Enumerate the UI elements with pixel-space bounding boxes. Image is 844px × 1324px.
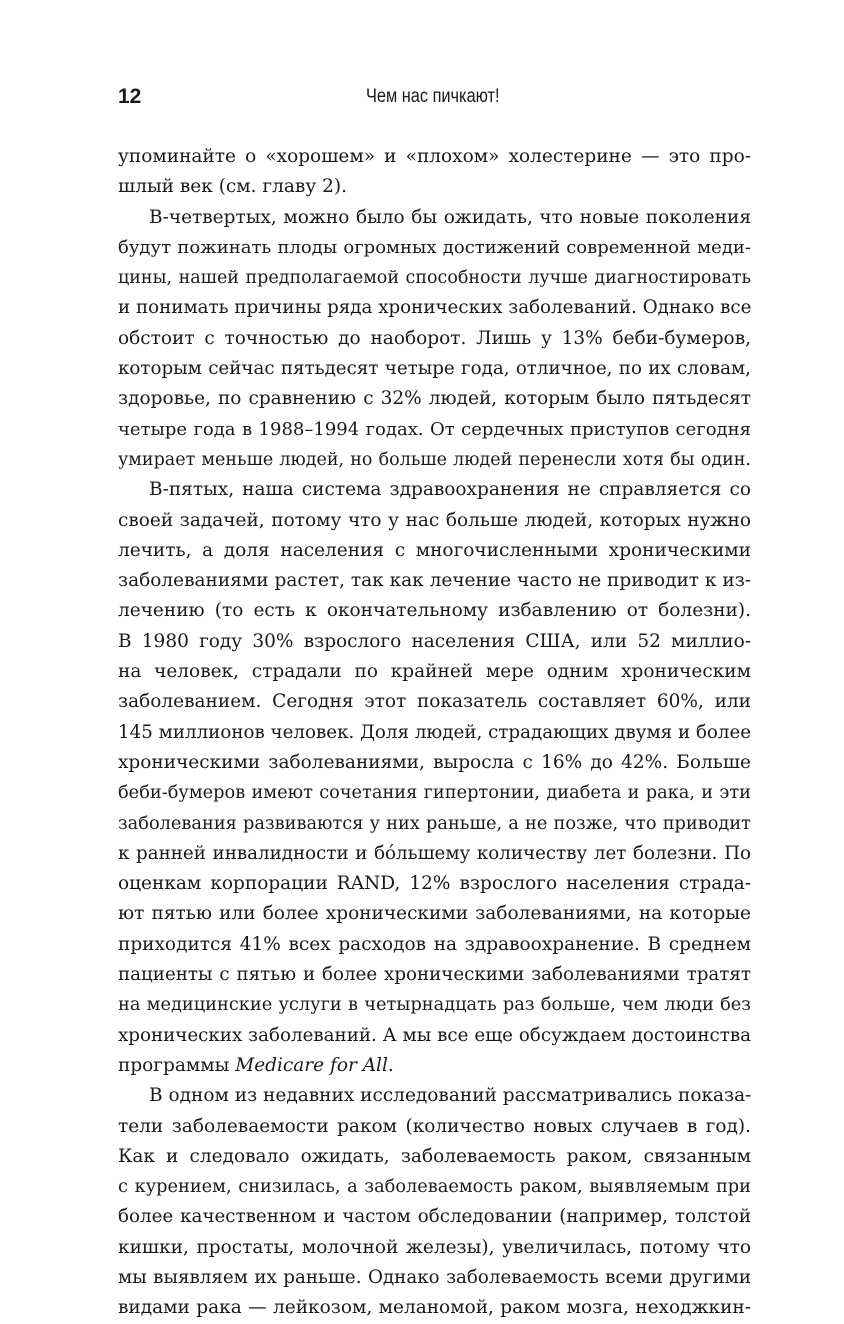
text-line: умирает меньше людей, но больше людей перенесли хотя бы один. bbox=[118, 449, 751, 470]
text-line: которым сейчас пятьдесят четыре года, отличное, по их словам, bbox=[118, 358, 751, 380]
text-line: на человек, страдали по крайней мере одним хроническим bbox=[118, 661, 751, 683]
text-line: тели заболеваемости раком (количество новых случаев в год). bbox=[118, 1115, 751, 1137]
text-line: беби-бумеров имеют сочетания гипертонии, диабета и рака, и эти bbox=[118, 783, 751, 804]
text-line: пациенты с пятью и более хроническими заболеваниями тратят bbox=[118, 964, 751, 986]
paragraph-start-line: В одном из недавних исследований рассматривались показа- bbox=[149, 1085, 751, 1107]
text-line: видами рака — лейкозом, меланомой, раком мозга, неходжкин- bbox=[118, 1297, 751, 1319]
program-name-italic: Medicare for All bbox=[235, 1054, 388, 1076]
text-line: лечению (то есть к окончательному избавлению от болезни). bbox=[118, 600, 751, 622]
text-line: мы выявляем их раньше. Однако заболеваемость всеми другими bbox=[118, 1266, 751, 1288]
text-line: и понимать причины ряда хронических заболеваний. Однако все bbox=[118, 297, 751, 319]
text-line: четыре года в 1988–1994 годах. От сердечных приступов сегодня bbox=[118, 418, 751, 440]
text-line: упоминайте о «хорошем» и «плохом» холестерине — это про- bbox=[118, 146, 751, 167]
text-line: оценкам корпорации RAND, 12% взрослого населения страда- bbox=[118, 873, 751, 895]
text-line: к ранней инвалидности и бóльшему количеству лет болезни. По bbox=[118, 842, 751, 864]
page-number: 12 bbox=[118, 85, 142, 108]
text-line: Как и следовало ожидать, заболеваемость раком, связанным bbox=[118, 1145, 751, 1167]
text-line: цины, нашей предполагаемой способности лучше диагностировать bbox=[118, 268, 751, 289]
paragraph-start-line: В-четвертых, можно было бы ожидать, что новые поколения bbox=[149, 206, 751, 228]
paragraph-start-line: В-пятых, наша система здравоохранения не справляется со bbox=[149, 479, 751, 501]
text-line: на медицинские услуги в четырнадцать раз больше, чем люди без bbox=[118, 995, 751, 1016]
text-line: хроническими заболеваниями, выросла с 16% до 42%. Больше bbox=[118, 751, 751, 773]
paragraph-end-line bbox=[118, 1051, 751, 1081]
page-header bbox=[118, 84, 751, 114]
text-line: 145 миллионов человек. Доля людей, страдающих двумя и более bbox=[118, 721, 751, 743]
text-fragment: программы bbox=[118, 1054, 236, 1076]
text-line: своей задачей, потому что у нас больше людей, которых нужно bbox=[118, 509, 751, 531]
text-line: здоровье, по сравнению с 32% людей, которым было пятьдесят bbox=[118, 388, 751, 410]
text-fragment: . bbox=[387, 1054, 394, 1076]
body-text bbox=[118, 142, 751, 1324]
text-line: лечить, а доля населения с многочисленными хроническими bbox=[118, 539, 751, 561]
text-line: с курением, снизилась, а заболеваемость раком, выявляемым при bbox=[118, 1177, 751, 1198]
text-line: более качественном и частом обследовании (например, толстой bbox=[118, 1206, 751, 1228]
text-line: хронических заболеваний. А мы все еще обсуждаем достоинства bbox=[118, 1024, 751, 1046]
text-line: приходится 41% всех расходов на здравоохранение. В среднем bbox=[118, 933, 751, 955]
text-line: будут пожинать плоды огромных достижений современной меди- bbox=[118, 236, 751, 258]
text-line: заболеванием. Сегодня этот показатель составляет 60%, или bbox=[118, 691, 751, 713]
text-line: ют пятью или более хроническими заболеваниями, на которые bbox=[118, 903, 751, 925]
running-title: Чем нас пичкают! bbox=[366, 86, 500, 107]
text-line: В 1980 году 30% взрослого населения США, или 52 миллио- bbox=[118, 630, 751, 652]
text-line: заболевания развиваются у них раньше, а не позже, что приводит bbox=[118, 813, 751, 834]
text-line: обстоит с точностью до наоборот. Лишь у 13% беби-бумеров, bbox=[118, 327, 751, 349]
text-line: кишки, простаты, молочной железы), увеличилась, потому что bbox=[118, 1236, 751, 1258]
text-line: заболеваниями растет, так как лечение часто не приводит к из- bbox=[118, 570, 751, 592]
text-line: шлый век (см. главу 2). bbox=[118, 176, 347, 198]
